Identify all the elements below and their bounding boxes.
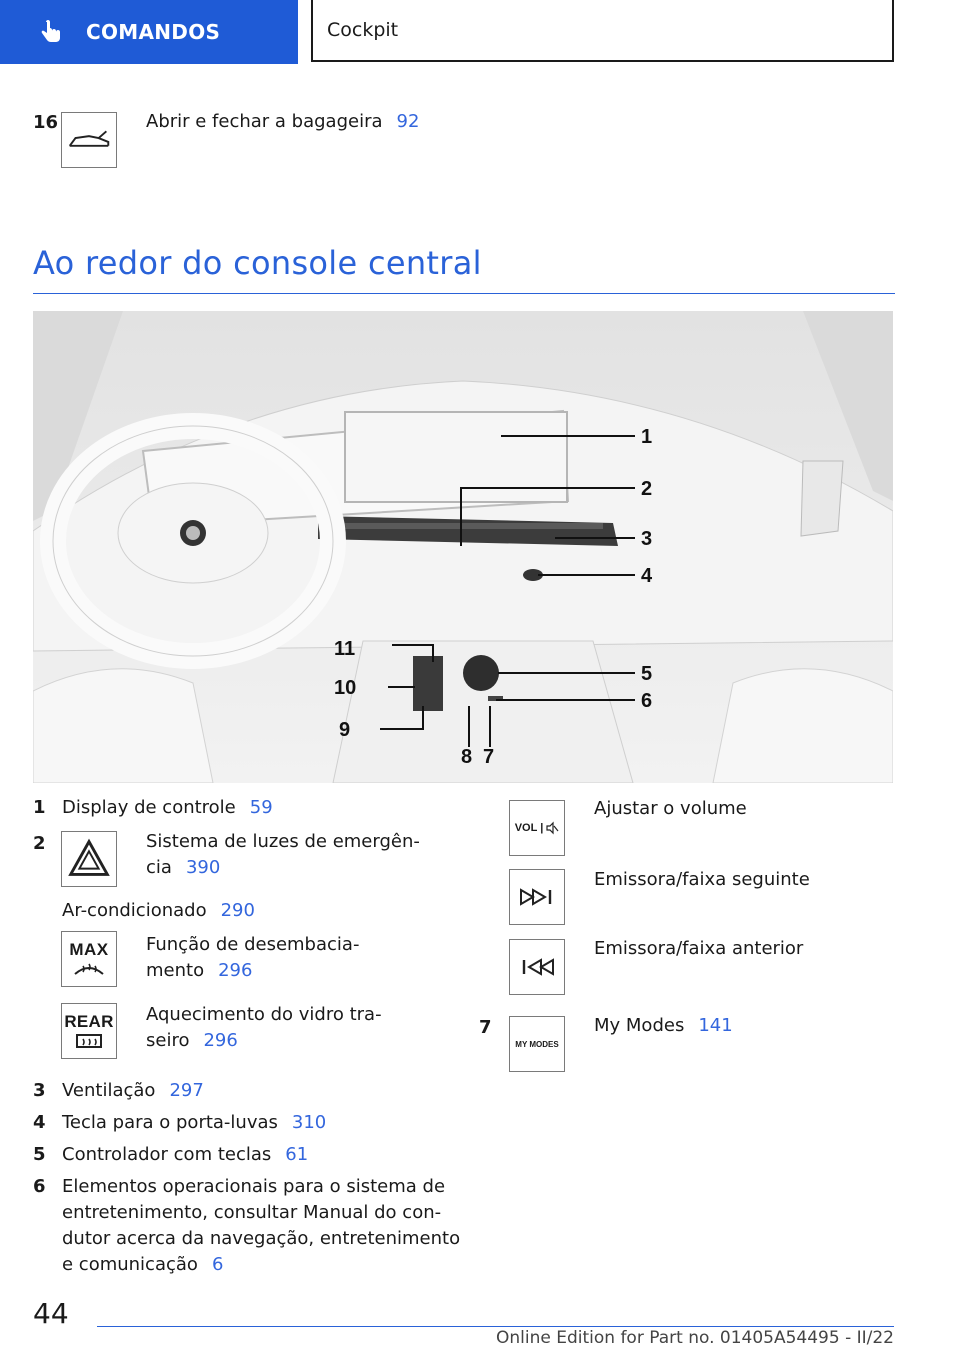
max-defrost-icon [61, 931, 117, 987]
edition-text: Online Edition for Part no. 01405A54495 - II/22 [495, 1328, 894, 1348]
item-label: Abrir e fechar a bagageira [146, 111, 383, 132]
list-item [62, 795, 273, 821]
item-label: Controlador com teclas [62, 1144, 272, 1165]
my-modes-icon [509, 1016, 565, 1072]
item-label: entretenimento, consultar Manual do con- [62, 1202, 442, 1223]
list-item [146, 1002, 382, 1054]
list-item [594, 1013, 733, 1039]
item-label: Função de desembacia- [146, 934, 360, 955]
callout-7: 7 [483, 746, 495, 768]
item-number: 2 [33, 833, 46, 854]
item-label: Elementos operacionais para o sistema de [62, 1176, 446, 1197]
page-link[interactable]: 296 [203, 1030, 238, 1051]
callout-10: 10 [334, 677, 357, 699]
callout-4: 4 [641, 565, 653, 587]
page-link[interactable]: 310 [291, 1112, 327, 1133]
item-label: Sistema de luzes de emergên- [146, 831, 420, 852]
list-item [594, 796, 747, 822]
volume-mute-icon [509, 800, 565, 856]
item-number: 1 [33, 797, 46, 818]
item-text [146, 109, 419, 135]
page-link[interactable]: 296 [218, 960, 253, 981]
page-link[interactable]: 390 [185, 857, 221, 878]
item-number: 6 [33, 1176, 46, 1197]
item-label: My Modes [594, 1015, 685, 1036]
page-number: 44 [33, 1297, 69, 1330]
callout-9: 9 [339, 719, 351, 741]
item-label: Display de controle [62, 797, 236, 818]
trunk-car-icon [61, 112, 117, 168]
callout-1: 1 [641, 426, 653, 448]
icon-text: MAX [69, 940, 109, 959]
section-title: Ao redor do console central [33, 244, 482, 282]
page-link[interactable]: 59 [249, 797, 273, 818]
item-number: 5 [33, 1144, 46, 1165]
item-label: Ar-condicionado [62, 900, 207, 921]
item-label: dutor acerca da navegação, entretenimento [62, 1228, 461, 1249]
page-link[interactable]: 297 [169, 1080, 204, 1101]
list-item [594, 867, 810, 893]
item-label: Emissora/faixa anterior [594, 938, 804, 959]
page-link[interactable]: 141 [698, 1015, 733, 1036]
list-item [62, 1174, 462, 1278]
skip-back-icon [509, 939, 565, 995]
item-label: seiro [146, 1030, 190, 1051]
hand-pointer-icon [38, 19, 64, 45]
cockpit-figure [33, 311, 893, 783]
list-item [146, 932, 359, 984]
section-label: Cockpit [327, 19, 399, 41]
chapter-label: COMANDOS [86, 20, 221, 44]
item-label: Tecla para o porta-luvas [62, 1112, 278, 1133]
item-number: 7 [479, 1017, 492, 1038]
list-item [594, 936, 803, 962]
footer-divider [97, 1326, 894, 1327]
item-label: e comunicação [62, 1254, 198, 1275]
item-label: Emissora/faixa seguinte [594, 869, 810, 890]
item-label: Ajustar o volume [594, 798, 747, 819]
page-link[interactable]: 92 [396, 111, 420, 132]
list-item [62, 1110, 326, 1136]
rear-defrost-icon [61, 1003, 117, 1059]
chapter-tab[interactable] [0, 0, 298, 64]
item-label: Ventilação [62, 1080, 156, 1101]
item-label: cia [146, 857, 172, 878]
item-label: mento [146, 960, 205, 981]
icon-text: MY MODES [515, 1039, 559, 1049]
skip-forward-icon [509, 869, 565, 925]
callout-2: 2 [641, 478, 653, 500]
callout-3: 3 [641, 528, 653, 550]
item-number: 3 [33, 1080, 46, 1101]
section-divider [33, 293, 895, 294]
list-item [62, 898, 255, 924]
list-item [62, 1078, 204, 1104]
item-number: 4 [33, 1112, 46, 1133]
page-link[interactable]: 290 [220, 900, 255, 921]
page-link[interactable]: 61 [285, 1144, 309, 1165]
icon-text: REAR [64, 1012, 114, 1031]
hazard-triangle-icon [61, 831, 117, 887]
item-number: 16 [33, 112, 59, 133]
item-label: Aquecimento do vidro tra- [146, 1004, 382, 1025]
callout-8: 8 [461, 746, 473, 768]
callout-6: 6 [641, 690, 653, 712]
page-link[interactable]: 6 [211, 1254, 224, 1275]
callout-5: 5 [641, 663, 653, 685]
list-item [62, 1142, 308, 1168]
section-header [311, 0, 894, 62]
icon-text: VOL | [514, 822, 544, 834]
list-item [146, 829, 420, 881]
callout-11: 11 [334, 638, 356, 660]
